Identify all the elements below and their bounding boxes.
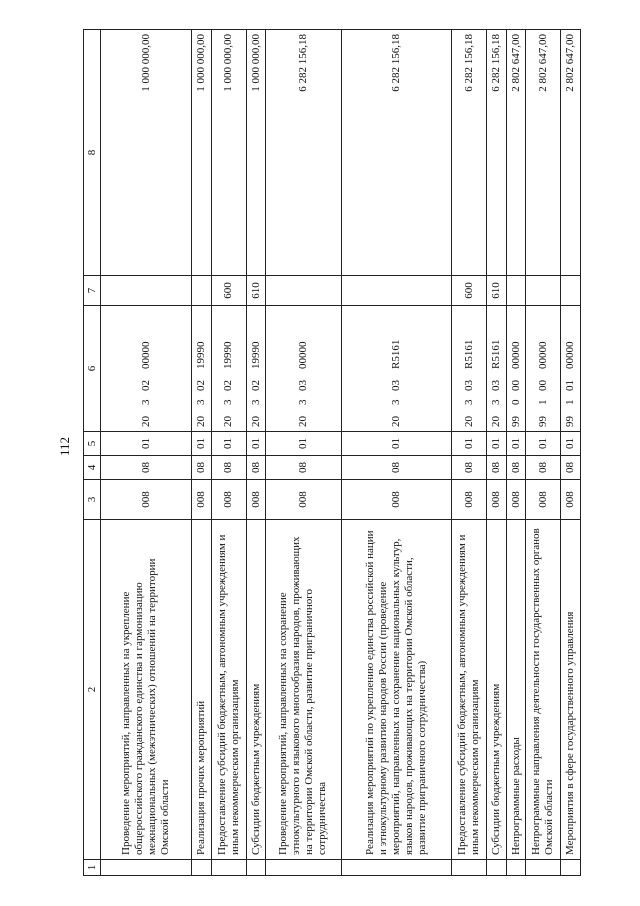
cell-subsection: 01: [341, 432, 452, 456]
cell-col1: [266, 860, 341, 876]
cell-ministry: 008: [101, 480, 192, 520]
table-row: [266, 30, 341, 876]
cell-amount: 1 000 000,00: [246, 30, 265, 276]
target-article-part: 20: [249, 416, 262, 427]
cell-col1: [506, 860, 525, 876]
cell-subsection: 01: [561, 432, 581, 456]
target-article-part: 3: [194, 399, 207, 405]
cell-ministry: 008: [341, 480, 452, 520]
cell-name: Реализация прочих мероприятий: [192, 520, 211, 860]
target-article-part: 19990: [222, 341, 235, 369]
cell-col1: [101, 860, 192, 876]
target-article-part: 00000: [509, 341, 522, 369]
target-article-part: 03: [296, 380, 309, 391]
cell-amount: 2 802 647,00: [526, 30, 561, 276]
target-article-part: 20: [389, 416, 402, 427]
cell-name: Непрограммные направления деятельности государственных органов Омской области: [526, 520, 561, 860]
target-article-part: 3: [139, 399, 152, 405]
col-header-2: 2: [84, 520, 101, 860]
cell-section: 08: [561, 456, 581, 480]
cell-name: Субсидии бюджетным учреждениям: [246, 520, 265, 860]
cell-target-article: [341, 306, 452, 432]
target-article-part: 02: [194, 380, 207, 391]
cell-section: 08: [452, 456, 487, 480]
cell-ministry: 008: [526, 480, 561, 520]
target-article-part: 19990: [249, 341, 262, 369]
cell-subsection: 01: [101, 432, 192, 456]
cell-name: Предоставление субсидий бюджетным, автономным учреждениям и иным некоммерческим организациям: [452, 520, 487, 860]
table-row: [487, 30, 506, 876]
cell-expense-type: [266, 276, 341, 306]
target-article-part: 20: [222, 416, 235, 427]
cell-target-article: [452, 306, 487, 432]
table-row: [341, 30, 452, 876]
target-article-part: 3: [462, 399, 475, 405]
cell-section: 08: [266, 456, 341, 480]
budget-table: [83, 29, 581, 876]
target-article-part: 3: [296, 399, 309, 405]
target-article-part: 00000: [139, 341, 152, 369]
target-article-part: 03: [462, 380, 475, 391]
cell-section: 08: [487, 456, 506, 480]
cell-name: Субсидии бюджетным учреждениям: [487, 520, 506, 860]
cell-col1: [246, 860, 265, 876]
header-row: [84, 30, 101, 876]
cell-ministry: 008: [561, 480, 581, 520]
target-article-part: 99: [564, 416, 577, 427]
target-article-part: 00: [536, 380, 549, 391]
target-article-part: 3: [389, 399, 402, 405]
cell-col1: [211, 860, 246, 876]
cell-expense-type: 610: [246, 276, 265, 306]
cell-expense-type: 600: [211, 276, 246, 306]
cell-target-article: [266, 306, 341, 432]
cell-ministry: 008: [246, 480, 265, 520]
cell-amount: 6 282 156,18: [452, 30, 487, 276]
cell-name: Мероприятия в сфере государственного управления: [561, 520, 581, 860]
cell-expense-type: 610: [487, 276, 506, 306]
cell-section: 08: [506, 456, 525, 480]
target-article-part: R5161: [462, 339, 475, 369]
target-article-part: 1: [536, 399, 549, 405]
cell-subsection: 01: [266, 432, 341, 456]
cell-col1: [487, 860, 506, 876]
table-row: [101, 30, 192, 876]
cell-expense-type: 600: [452, 276, 487, 306]
cell-target-article: [246, 306, 265, 432]
cell-col1: [192, 860, 211, 876]
col-header-1: 1: [84, 860, 101, 876]
cell-subsection: 01: [246, 432, 265, 456]
target-article-part: 19990: [194, 341, 207, 369]
target-article-part: 99: [509, 416, 522, 427]
col-header-3: 3: [84, 480, 101, 520]
target-article-part: 3: [222, 399, 235, 405]
target-article-part: 00000: [296, 341, 309, 369]
cell-ministry: 008: [211, 480, 246, 520]
cell-amount: 2 802 647,00: [506, 30, 525, 276]
target-article-part: 01: [564, 380, 577, 391]
rotated-table-container: [83, 30, 581, 876]
cell-ministry: 008: [266, 480, 341, 520]
table-row: [211, 30, 246, 876]
cell-expense-type: [341, 276, 452, 306]
col-header-6: 6: [84, 306, 101, 432]
cell-section: 08: [341, 456, 452, 480]
cell-name: Реализация мероприятий по укреплению единства российской нации и этнокультурному развитию народов России (проведение мероприятий, направленных на сохранение национальных культур, языков народов, проживающих на территории Омской области, развитие приграничного сотрудничества): [341, 520, 452, 860]
cell-col1: [341, 860, 452, 876]
cell-subsection: 01: [506, 432, 525, 456]
cell-section: 08: [246, 456, 265, 480]
target-article-part: 00: [509, 380, 522, 391]
cell-target-article: [506, 306, 525, 432]
cell-amount: 1 000 000,00: [101, 30, 192, 276]
target-article-part: 20: [490, 416, 503, 427]
target-article-part: 02: [222, 380, 235, 391]
table-row: [246, 30, 265, 876]
cell-name: Непрограммные расходы: [506, 520, 525, 860]
cell-expense-type: [192, 276, 211, 306]
target-article-part: 02: [139, 380, 152, 391]
target-article-part: 20: [296, 416, 309, 427]
cell-ministry: 008: [506, 480, 525, 520]
target-article-part: 00000: [564, 341, 577, 369]
target-article-part: R5161: [389, 339, 402, 369]
cell-target-article: [526, 306, 561, 432]
cell-section: 08: [101, 456, 192, 480]
target-article-part: 3: [490, 399, 503, 405]
cell-ministry: 008: [487, 480, 506, 520]
cell-name: Предоставление субсидий бюджетным, автономным учреждениям и иным некоммерческим организациям: [211, 520, 246, 860]
target-article-part: 02: [249, 380, 262, 391]
cell-expense-type: [526, 276, 561, 306]
cell-subsection: 01: [526, 432, 561, 456]
table-row: [192, 30, 211, 876]
table-row: [452, 30, 487, 876]
table-row: [561, 30, 581, 876]
target-article-part: 20: [194, 416, 207, 427]
cell-subsection: 01: [211, 432, 246, 456]
cell-expense-type: [506, 276, 525, 306]
target-article-part: 20: [139, 416, 152, 427]
cell-target-article: [487, 306, 506, 432]
cell-amount: 1 000 000,00: [211, 30, 246, 276]
target-article-part: 99: [536, 416, 549, 427]
cell-amount: 6 282 156,18: [266, 30, 341, 276]
cell-subsection: 01: [192, 432, 211, 456]
cell-amount: 6 282 156,18: [487, 30, 506, 276]
target-article-part: 3: [249, 399, 262, 405]
col-header-5: 5: [84, 432, 101, 456]
cell-amount: 2 802 647,00: [561, 30, 581, 276]
cell-amount: 1 000 000,00: [192, 30, 211, 276]
cell-expense-type: [561, 276, 581, 306]
cell-col1: [452, 860, 487, 876]
target-article-part: R5161: [490, 339, 503, 369]
page-number: 112: [57, 436, 72, 456]
cell-col1: [561, 860, 581, 876]
cell-target-article: [211, 306, 246, 432]
cell-section: 08: [192, 456, 211, 480]
col-header-4: 4: [84, 456, 101, 480]
cell-target-article: [192, 306, 211, 432]
target-article-part: 1: [564, 399, 577, 405]
cell-subsection: 01: [452, 432, 487, 456]
col-header-7: 7: [84, 276, 101, 306]
target-article-part: 03: [490, 380, 503, 391]
target-article-part: 03: [389, 380, 402, 391]
col-header-8: 8: [84, 30, 101, 276]
table-row: [526, 30, 561, 876]
cell-ministry: 008: [192, 480, 211, 520]
table-row: [506, 30, 525, 876]
cell-name: Проведение мероприятий, направленных на сохранение этнокультурного и языкового многообразия народов, проживающих на территории Омской области, развитие приграничного сотрудничества: [266, 520, 341, 860]
cell-target-article: [561, 306, 581, 432]
cell-section: 08: [211, 456, 246, 480]
cell-col1: [526, 860, 561, 876]
cell-target-article: [101, 306, 192, 432]
cell-expense-type: [101, 276, 192, 306]
cell-ministry: 008: [452, 480, 487, 520]
target-article-part: 20: [462, 416, 475, 427]
target-article-part: 0: [509, 399, 522, 405]
cell-amount: 6 282 156,18: [341, 30, 452, 276]
cell-name: Проведение мероприятий, направленных на укрепление общероссийского гражданского единства и гармонизацию межнациональных (межэтнических) отношений на территории Омской области: [101, 520, 192, 860]
target-article-part: 00000: [536, 341, 549, 369]
cell-section: 08: [526, 456, 561, 480]
cell-subsection: 01: [487, 432, 506, 456]
